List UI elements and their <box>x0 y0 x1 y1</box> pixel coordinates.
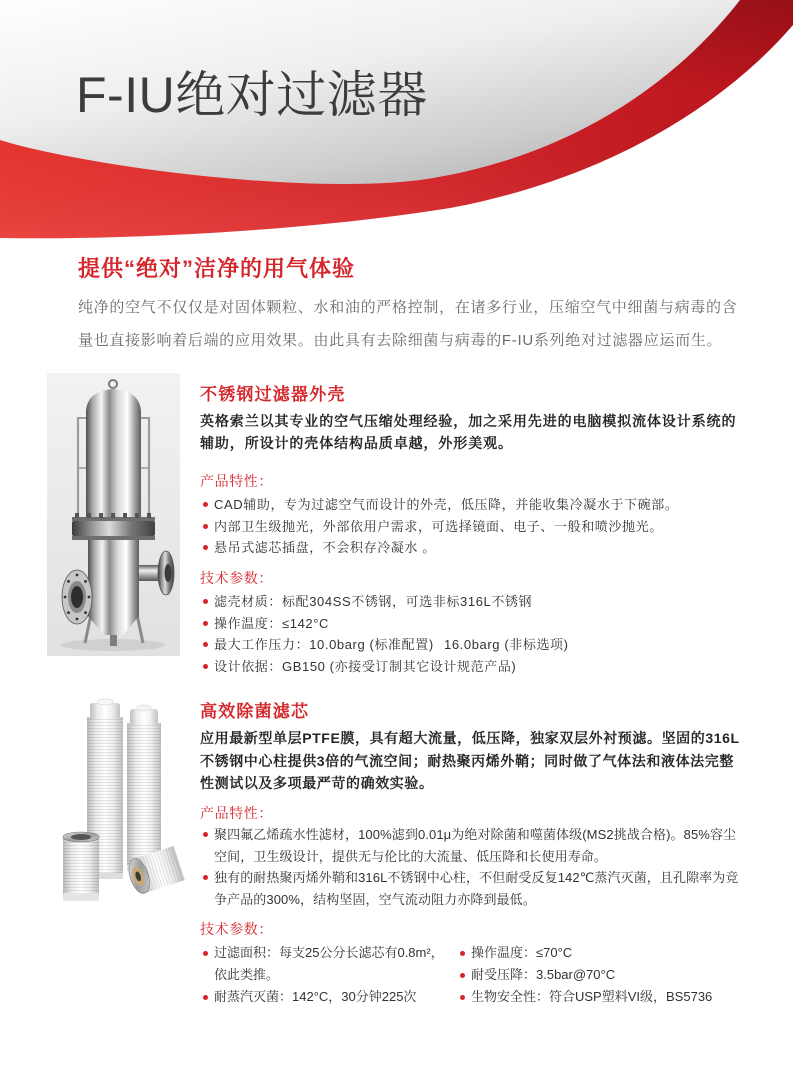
feature-text: 独有的耐热聚丙烯外鞘和316L不锈钢中心柱，不但耐受反复142℃蒸汽灭菌，且孔隙率为竞争产品的300%，结构坚固，空气流动阻力亦降到最低。 <box>214 870 739 907</box>
filter-housing-image <box>47 373 180 656</box>
bullet-dot-icon <box>203 832 208 837</box>
spec-text: 生物安全性：符合USP塑料VI级，BS5736 <box>471 989 713 1004</box>
bullet-dot-icon <box>203 995 208 1000</box>
spec-item <box>458 986 743 1008</box>
spec-text: 最大工作压力：10.0barg (标准配置) <box>214 637 434 653</box>
filter-cartridges-image <box>55 695 185 907</box>
spec-text: 耐蒸汽灭菌：142°C，30分钟225次 <box>214 989 417 1004</box>
feature-item <box>201 867 741 910</box>
feature-text: 悬吊式滤芯插盘，不会积存冷凝水 。 <box>214 540 436 556</box>
spec-item <box>201 613 569 635</box>
spec-text: 耐受压降：3.5bar@70°C <box>471 967 616 982</box>
cartridge-description: 应用最新型单层PTFE膜，具有超大流量，低压降，独家双层外衬预滤。坚固的316L不锈钢中心柱提供3倍的气流空间；耐热聚丙烯外鞘；同时做了气体法和液体法完整性测试以及多项最严苛的确效实验。 <box>200 730 740 791</box>
spec-text: 操作温度：≤70°C <box>471 945 573 960</box>
bullet-dot-icon <box>203 664 208 669</box>
housing-description: 英格索兰以其专业的空气压缩处理经验，加之采用先进的电脑模拟流体设计系统的辅助，所设计的壳体结构品质卓越，外形美观。 <box>200 413 737 451</box>
feature-item <box>201 537 678 559</box>
spec-item <box>458 942 743 964</box>
cartridge-title: 高效除菌滤芯 <box>200 702 310 721</box>
feature-text: 聚四氟乙烯疏水性滤材，100%滤到0.01μ为绝对除菌和噬菌体级(MS2挑战合格)。85%容尘空间，卫生级设计，提供无与伦比的大流量、低压降和长使用寿命。 <box>214 827 737 864</box>
spec-text: 操作温度：≤142°C <box>214 615 330 631</box>
bullet-dot-icon <box>460 951 465 956</box>
bullet-dot-icon <box>203 951 208 956</box>
housing-features-heading: 产品特性： <box>200 473 273 489</box>
spec-text: 过滤面积：每支25公分长滤芯有0.8m²，依此类推。 <box>214 945 444 982</box>
bullet-dot-icon <box>460 973 465 978</box>
spec-text: 滤壳材质：标配304SS不锈钢，可选非标316L不锈钢 <box>214 594 533 609</box>
feature-item <box>201 824 741 867</box>
housing-specs-list <box>201 591 569 677</box>
feature-item <box>201 516 678 538</box>
feature-item <box>201 494 678 516</box>
housing-specs-heading: 技术参数： <box>200 570 273 586</box>
spec-item <box>201 942 448 986</box>
cartridge-specs-right <box>458 942 743 1008</box>
spec-item <box>201 591 569 613</box>
spec-item <box>201 656 569 678</box>
page-title: F-IU绝对过滤器 <box>76 67 428 123</box>
intro-paragraph: 纯净的空气不仅仅是对固体颗粒、水和油的严格控制，在诸多行业，压缩空气中细菌与病毒的含量也直接影响着后端的应用效果。由此具有去除细菌与病毒的F-IU系列绝对过滤器应运而生。 <box>78 299 738 349</box>
intro-heading: 提供“绝对”洁净的用气体验 <box>78 256 356 281</box>
spec-item <box>458 964 743 986</box>
bullet-dot-icon <box>460 995 465 1000</box>
housing-title: 不锈钢过滤器外壳 <box>200 385 346 404</box>
housing-features-list <box>201 494 678 559</box>
cartridge-features-list <box>201 824 741 910</box>
cartridge-features-heading: 产品特性： <box>200 805 273 821</box>
bullet-dot-icon <box>203 524 208 529</box>
feature-text: 内部卫生级抛光，外部依用户需求，可选择镜面、电子、一般和喷沙抛光。 <box>214 518 663 534</box>
spec-item <box>201 634 569 656</box>
spec-alt-text: 16.0barg (非标选项) <box>444 637 569 653</box>
feature-text: CAD辅助，专为过滤空气而设计的外壳，低压降，并能收集冷凝水于下碗部。 <box>214 497 679 512</box>
bullet-dot-icon <box>203 621 208 626</box>
cartridge-specs-heading: 技术参数： <box>200 921 273 937</box>
bullet-dot-icon <box>203 642 208 647</box>
bullet-dot-icon <box>203 545 208 550</box>
bullet-dot-icon <box>203 599 208 604</box>
cartridge-specs-left <box>201 942 448 1008</box>
bullet-dot-icon <box>203 875 208 880</box>
bullet-dot-icon <box>203 502 208 507</box>
spec-text: 设计依据：GB150 (亦接受订制其它设计规范产品) <box>214 658 517 674</box>
spec-item <box>201 986 448 1008</box>
